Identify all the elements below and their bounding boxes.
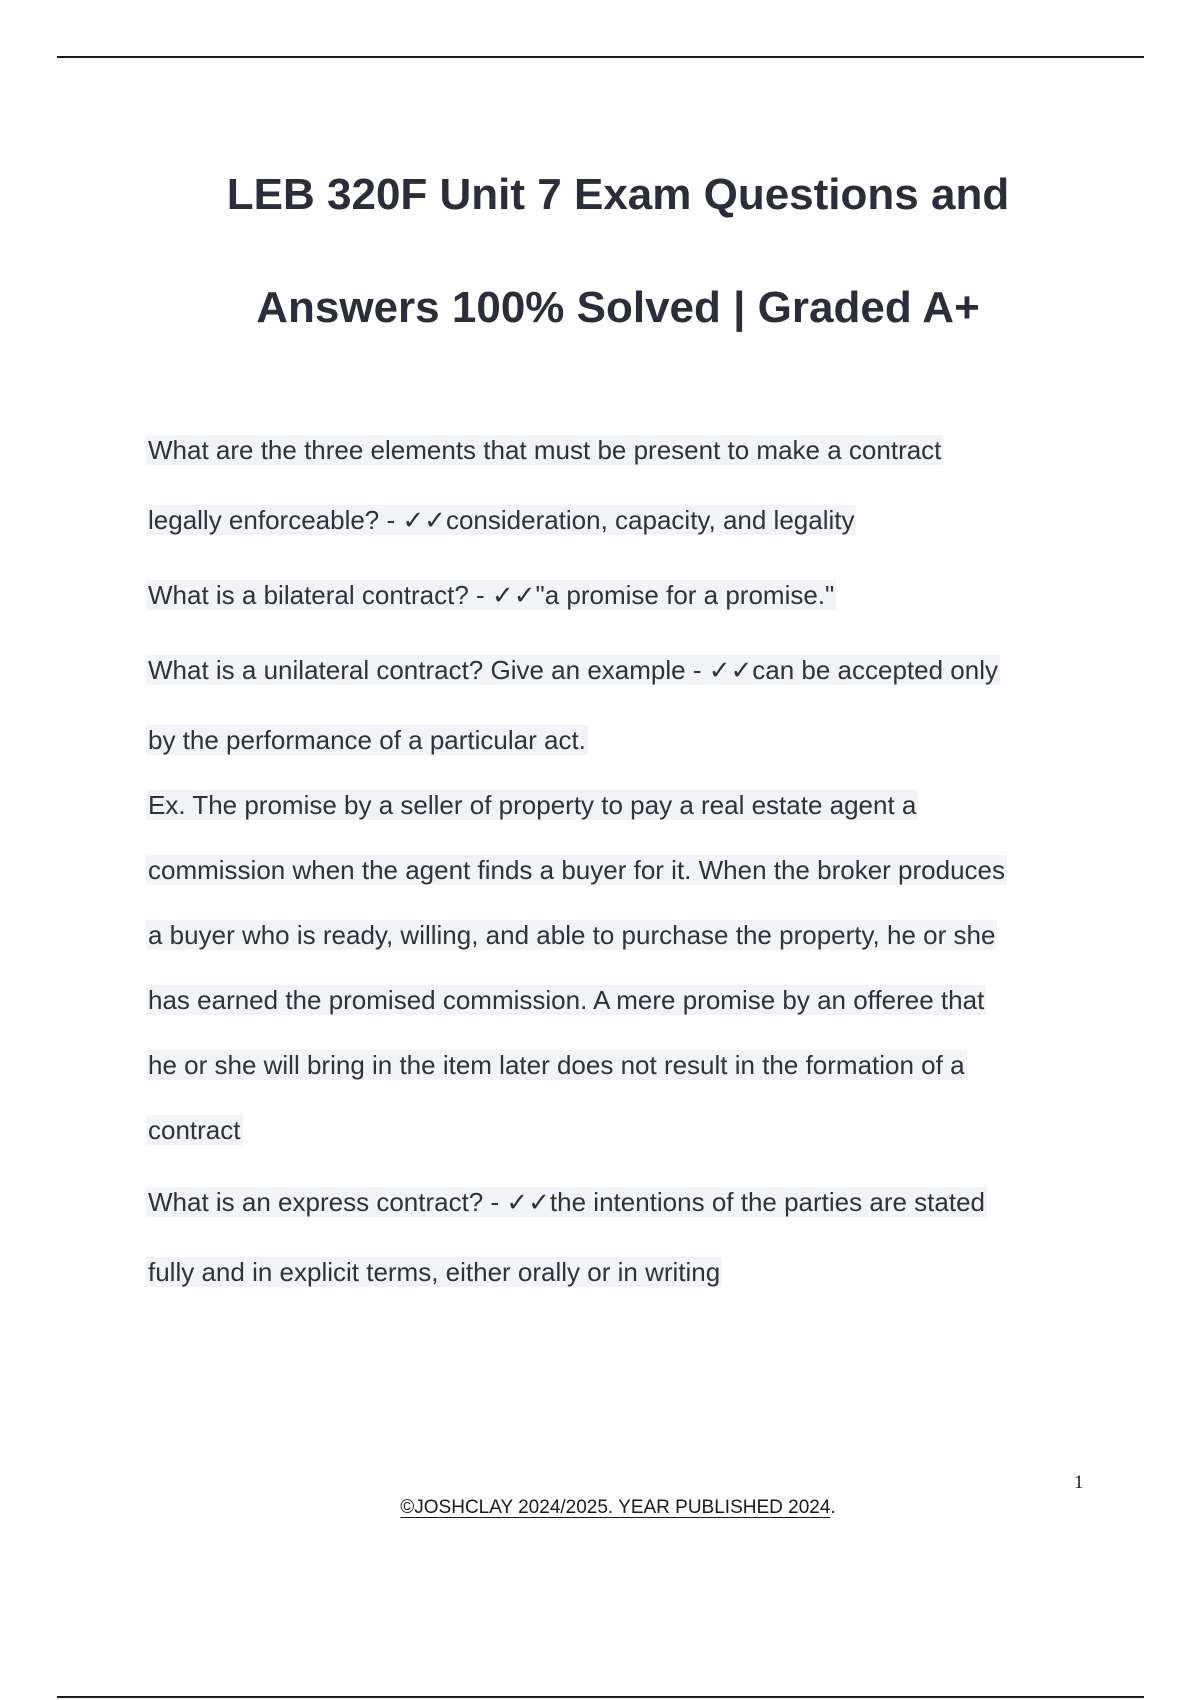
qa-line: fully and in explicit terms, either orally or in writing xyxy=(148,1257,721,1287)
qa-line: he or she will bring in the item later does not result in the formation of a xyxy=(148,1050,965,1080)
qa-line: commission when the agent finds a buyer for it. When the broker produces xyxy=(148,855,1005,885)
qa-item-unilateral-contract xyxy=(146,650,1086,1150)
title-line-2: Answers 100% Solved | Graded A+ xyxy=(256,283,980,332)
footer-copyright xyxy=(0,1497,1200,1519)
qa-item-express-contract xyxy=(146,1182,1086,1292)
title-line-1: LEB 320F Unit 7 Exam Questions and xyxy=(226,170,1010,219)
qa-line: What is a unilateral contract? Give an example - ✓✓can be accepted only xyxy=(148,655,999,685)
top-rule xyxy=(57,56,1144,58)
qa-line: What is a bilateral contract? - ✓✓"a promise for a promise." xyxy=(148,580,835,610)
qa-line: by the performance of a particular act. xyxy=(148,725,586,755)
qa-item-bilateral-contract xyxy=(146,575,1086,615)
document-title xyxy=(0,138,1200,364)
footer-copyright-suffix: . xyxy=(830,1497,836,1518)
qa-item-contract-elements xyxy=(146,430,1086,540)
qa-line: What are the three elements that must be present to make a contract xyxy=(148,435,942,465)
page-number: 1 xyxy=(1074,1472,1084,1493)
qa-line: What is an express contract? - ✓✓the intentions of the parties are stated xyxy=(148,1187,985,1217)
qa-line: a buyer who is ready, willing, and able to purchase the property, he or she xyxy=(148,920,996,950)
qa-line: has earned the promised commission. A mere promise by an offeree that xyxy=(148,985,985,1015)
qa-line: legally enforceable? - ✓✓consideration, capacity, and legality xyxy=(148,505,855,535)
bottom-rule xyxy=(57,1696,1144,1698)
footer-copyright-text: ©JOSHCLAY 2024/2025. YEAR PUBLISHED 2024 xyxy=(400,1497,831,1518)
qa-line: Ex. The promise by a seller of property to pay a real estate agent a xyxy=(148,790,917,820)
qa-line: contract xyxy=(148,1115,241,1145)
